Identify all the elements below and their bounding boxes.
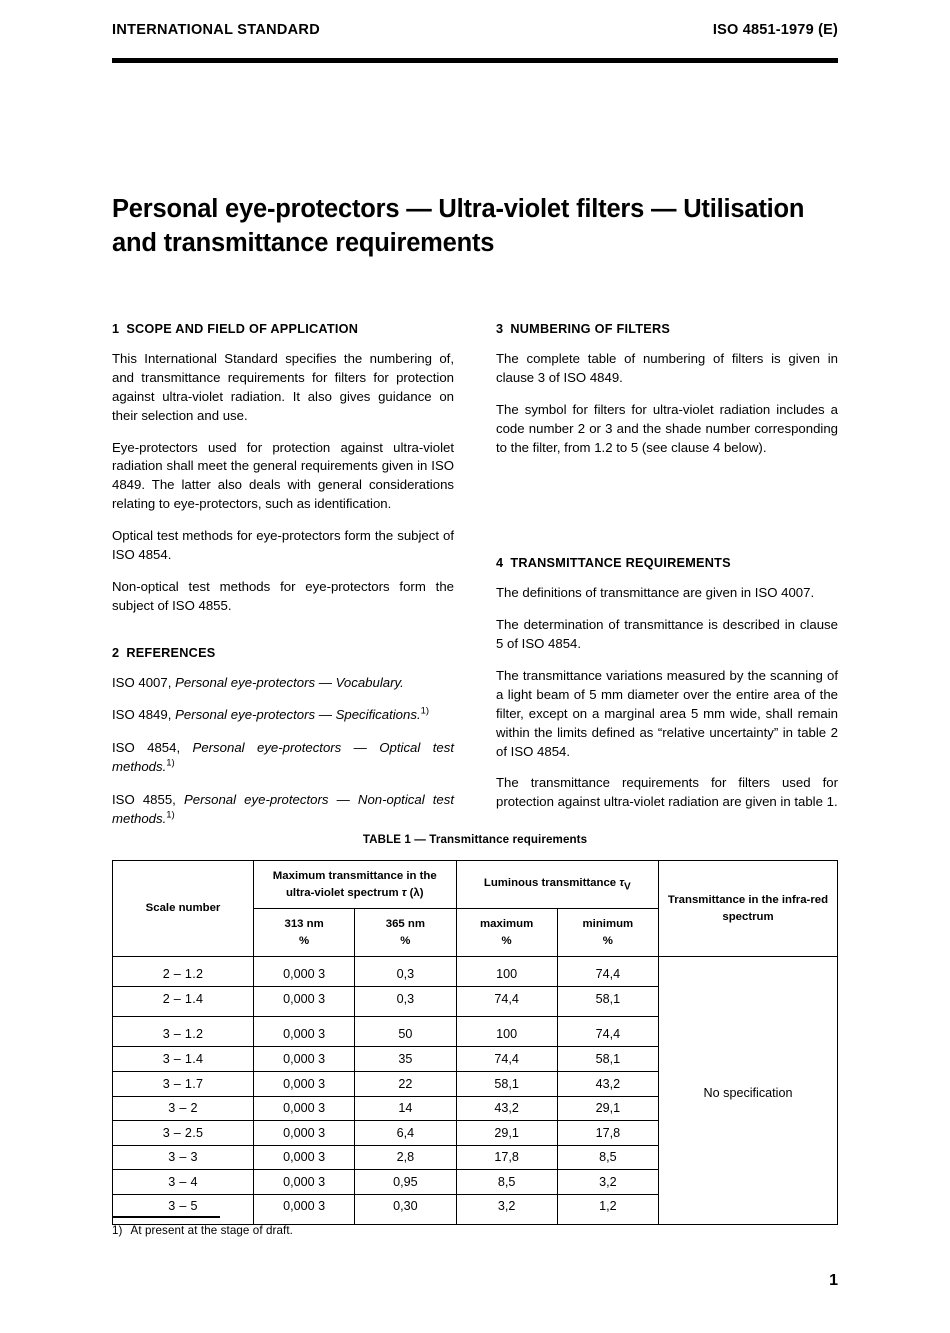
table-body [113, 957, 838, 1225]
left-column [112, 322, 454, 843]
header-313nm [254, 909, 355, 957]
section-1-number: 1 [112, 322, 120, 336]
cell-uv-313: 0,000 3 [254, 957, 355, 987]
cell-luminous-max: 58,1 [456, 1072, 557, 1097]
cell-luminous-min: 29,1 [557, 1096, 658, 1121]
reference-title: Personal eye-protectors — Vocabulary. [175, 674, 404, 690]
cell-uv-365: 22 [355, 1072, 456, 1097]
cell-luminous-min: 43,2 [557, 1072, 658, 1097]
header-uv-group-label: Maximum transmittance in the ultra-violet spectrum [272, 870, 437, 899]
section-3-title: NUMBERING OF FILTERS [510, 322, 671, 336]
header-uv-lambda-symbol: (λ) [409, 886, 424, 899]
header-365nm-unit: % [400, 934, 411, 947]
cell-uv-365: 6,4 [355, 1121, 456, 1146]
footnote-text: At present at the stage of draft. [130, 1224, 294, 1237]
cell-luminous-min: 8,5 [557, 1145, 658, 1170]
cell-luminous-max: 17,8 [456, 1145, 557, 1170]
table-row [113, 957, 838, 987]
header-luminous-group [456, 861, 659, 909]
column-spacer [496, 470, 838, 556]
cell-luminous-min: 1,2 [557, 1194, 658, 1224]
reference-id: ISO 4854, [112, 740, 181, 756]
tau-glyph: τ [619, 876, 624, 889]
running-head-right: ISO 4851-1979 (E) [712, 22, 838, 38]
cell-luminous-max: 100 [456, 1017, 557, 1047]
table-header-row-top [113, 861, 838, 909]
section-1-paragraph-1: This International Standard specifies the numbering of, and transmittance requirements for filters for protection against ultra-violet radiation. It also gives guidance on their selection and use. [112, 351, 454, 423]
cell-uv-313: 0,000 3 [254, 1072, 355, 1097]
header-luminous-label: Luminous transmittance [483, 876, 617, 889]
right-column [496, 322, 838, 843]
section-2-heading [112, 646, 454, 660]
cell-luminous-min: 3,2 [557, 1170, 658, 1195]
cell-scale-number: 3 – 2.5 [113, 1121, 254, 1146]
section-4-title: TRANSMITTANCE REQUIREMENTS [510, 556, 731, 571]
header-365nm [355, 909, 456, 957]
footnote-number: 1) [112, 1224, 123, 1237]
section-3-paragraph-2: The symbol for filters for ultra-violet radiation includes a code number 2 or 3 and the shade number corresponding to the filter, from 1.2 to 5 (see clause 4 below). [496, 401, 838, 455]
header-luminous-maximum-label: maximum [480, 918, 534, 931]
reference-item [112, 674, 454, 693]
reference-title: Personal eye-protectors — Non-optical test methods. [112, 792, 455, 826]
header-scale-number: Scale number [113, 861, 254, 957]
cell-uv-313: 0,000 3 [254, 1121, 355, 1146]
section-3-number: 3 [496, 322, 504, 336]
cell-luminous-min: 17,8 [557, 1121, 658, 1146]
header-uv-tau-symbol: τ [401, 886, 407, 899]
cell-uv-365: 50 [355, 1017, 456, 1047]
cell-uv-365: 0,95 [355, 1170, 456, 1195]
cell-infrared-specification: No specification [659, 957, 838, 1225]
section-1-paragraph-4: Non-optical test methods for eye-protectors form the subject of ISO 4855. [112, 578, 454, 613]
reference-item [112, 791, 454, 829]
cell-luminous-max: 3,2 [456, 1194, 557, 1224]
body-columns [112, 322, 838, 843]
section-1-heading [112, 322, 454, 336]
reference-id: ISO 4855, [112, 792, 176, 807]
cell-luminous-min: 58,1 [557, 1047, 658, 1072]
section-4-number: 4 [496, 556, 504, 571]
transmittance-requirements-table [112, 860, 838, 1225]
cell-luminous-max: 100 [456, 957, 557, 987]
header-365nm-label: 365 nm [385, 918, 425, 931]
section-1-paragraph-2: Eye-protectors used for protection against ultra-violet radiation shall meet the general requirements given in ISO 4849. The latter also deals with general considerations relating to eye-protectors, such as identification. [112, 439, 454, 512]
reference-item [112, 739, 454, 777]
running-head [112, 22, 838, 38]
cell-scale-number: 3 – 3 [113, 1145, 254, 1170]
section-4-paragraph-1: The definitions of transmittance are given in ISO 4007. [496, 585, 815, 601]
section-4-heading [496, 556, 838, 570]
cell-uv-313: 0,000 3 [254, 1096, 355, 1121]
cell-scale-number: 2 – 1.2 [113, 957, 254, 987]
section-2-number: 2 [112, 645, 120, 660]
cell-uv-313: 0,000 3 [254, 1017, 355, 1047]
cell-luminous-max: 29,1 [456, 1121, 557, 1146]
header-infrared: Transmittance in the infra-red spectrum [659, 861, 838, 957]
cell-scale-number: 3 – 1.4 [113, 1047, 254, 1072]
footnote-marker: 1) [166, 757, 175, 769]
cell-luminous-max: 43,2 [456, 1096, 557, 1121]
header-luminous-minimum [557, 909, 658, 957]
cell-luminous-max: 74,4 [456, 987, 557, 1017]
header-rule [112, 58, 838, 63]
header-luminous-maximum [456, 909, 557, 957]
footnote-marker: 1) [166, 809, 175, 821]
table-caption: TABLE 1 — Transmittance requirements [362, 833, 588, 846]
cell-scale-number: 3 – 1.2 [113, 1017, 254, 1047]
cell-uv-313: 0,000 3 [254, 1047, 355, 1072]
running-head-left: INTERNATIONAL STANDARD [112, 22, 320, 38]
cell-luminous-min: 74,4 [557, 957, 658, 987]
footnote [112, 1224, 293, 1237]
table-header [113, 861, 838, 957]
section-3-heading [496, 322, 838, 336]
cell-scale-number: 2 – 1.4 [113, 987, 254, 1017]
section-1-title: SCOPE AND FIELD OF APPLICATION [126, 322, 359, 336]
header-313nm-label: 313 nm [284, 918, 324, 931]
cell-uv-365: 0,3 [355, 987, 456, 1017]
cell-uv-313: 0,000 3 [254, 1145, 355, 1170]
reference-id: ISO 4849, [112, 707, 172, 723]
cell-luminous-min: 74,4 [557, 1017, 658, 1047]
cell-uv-365: 35 [355, 1047, 456, 1072]
section-4-paragraph-3: The transmittance variations measured by the scanning of a light beam of 5 mm diameter over the entire area of the filter, except on a marginal area 5 mm wide, shall remain within the limits defined as “relative uncertainty” in table 2 of ISO 4854. [496, 668, 838, 759]
section-4-paragraph-4: The transmittance requirements for filters used for protection against ultra-violet radiation are given in table 1. [496, 775, 838, 810]
reference-title: Personal eye-protectors — Optical test methods. [112, 740, 454, 775]
header-313nm-unit: % [299, 934, 310, 947]
header-luminous-minimum-unit: % [602, 934, 613, 947]
header-uv-group [254, 861, 457, 909]
header-luminous-minimum-label: minimum [582, 918, 634, 931]
cell-luminous-min: 58,1 [557, 987, 658, 1017]
section-2-title: REFERENCES [126, 645, 216, 660]
section-1-paragraph-3: Optical test methods for eye-protectors form the subject of ISO 4854. [112, 528, 454, 562]
cell-uv-365: 2,8 [355, 1145, 456, 1170]
reference-title: Personal eye-protectors — Specifications. [175, 707, 421, 723]
cell-scale-number: 3 – 4 [113, 1170, 254, 1195]
footnote-separator [112, 1216, 220, 1218]
cell-uv-313: 0,000 3 [254, 1194, 355, 1224]
tau-subscript: V [623, 880, 631, 892]
section-3-paragraph-1: The complete table of numbering of filters is given in clause 3 of ISO 4849. [496, 351, 838, 385]
section-4-paragraph-2: The determination of transmittance is described in clause 5 of ISO 4854. [496, 617, 838, 652]
cell-uv-365: 14 [355, 1096, 456, 1121]
cell-uv-313: 0,000 3 [254, 1170, 355, 1195]
cell-scale-number: 3 – 5 [113, 1194, 254, 1224]
page-title: Personal eye-protectors — Ultra-violet filters — Utilisation and transmittance requirements [112, 195, 805, 257]
footnote-marker: 1) [420, 705, 430, 717]
reference-id: ISO 4007, [112, 674, 172, 690]
cell-luminous-max: 8,5 [456, 1170, 557, 1195]
cell-scale-number: 3 – 2 [113, 1096, 254, 1121]
cell-scale-number: 3 – 1.7 [113, 1072, 254, 1097]
cell-uv-365: 0,30 [355, 1194, 456, 1224]
header-luminous-tau-symbol [619, 876, 631, 892]
page-number: 1 [829, 1272, 838, 1289]
cell-uv-313: 0,000 3 [254, 987, 355, 1017]
cell-luminous-max: 74,4 [456, 1047, 557, 1072]
cell-uv-365: 0,3 [355, 957, 456, 987]
header-luminous-maximum-unit: % [501, 934, 512, 947]
reference-item [112, 706, 454, 725]
